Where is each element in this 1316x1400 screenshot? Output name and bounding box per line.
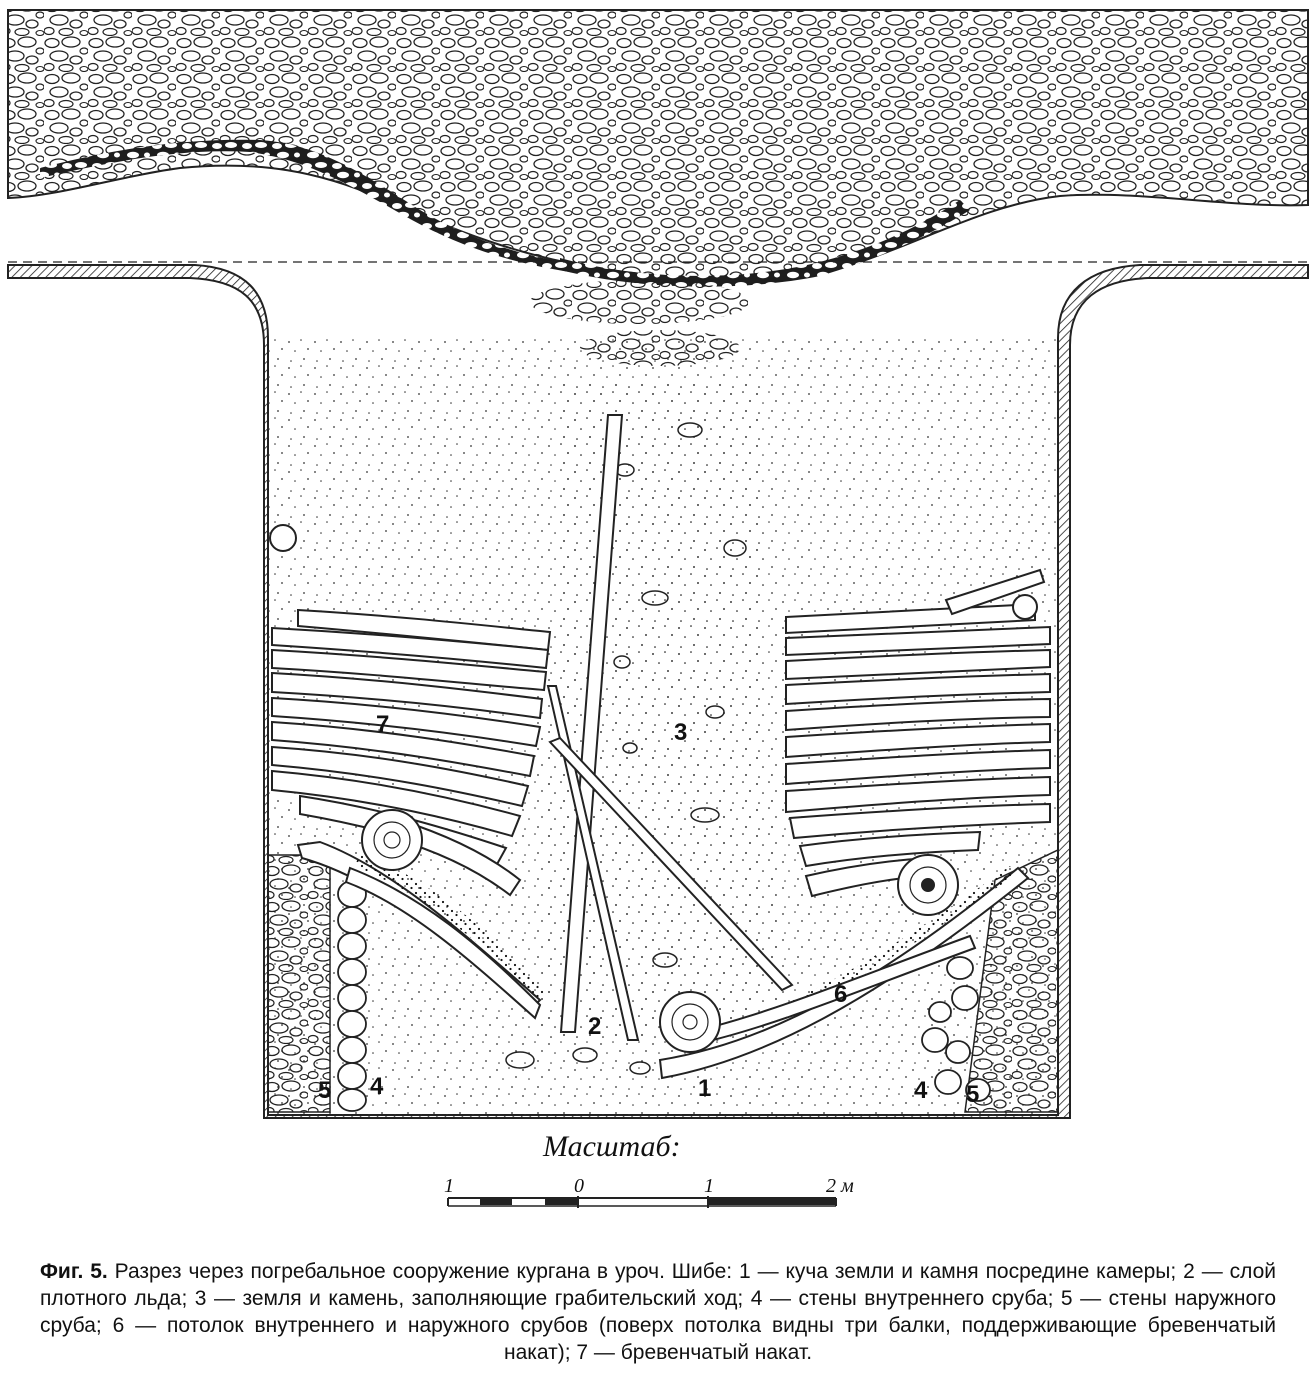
label-2-ice: 2 (588, 1013, 602, 1040)
label-1-pile: 1 (698, 1075, 712, 1102)
figure-caption (40, 1258, 1276, 1366)
label-7-logs: 7 (376, 711, 390, 738)
scale-tick-1-left: 1 (444, 1175, 454, 1197)
label-4-inner-left: 4 (370, 1073, 384, 1100)
label-3-fill: 3 (674, 719, 688, 746)
label-5-outer-right: 5 (966, 1081, 980, 1108)
stone-mound (8, 10, 1308, 366)
scale-tick-2m: 2 м (826, 1175, 854, 1197)
label-5-outer-left: 5 (318, 1077, 332, 1104)
label-4-inner-right: 4 (914, 1077, 928, 1104)
inner-crib-wall-left (338, 881, 366, 1111)
scale-title: Масштаб: (543, 1130, 681, 1163)
scale-bar (444, 1130, 854, 1208)
scale-tick-0: 0 (574, 1175, 584, 1197)
figure-caption-label: Фиг. 5. (40, 1260, 108, 1283)
label-6-ceiling: 6 (834, 981, 848, 1008)
scale-tick-1-right: 1 (704, 1175, 714, 1197)
figure-caption-text: Разрез через погребальное сооружение кургана в уроч. Шибе: 1 — куча земли и камня посредине камеры; 2 — слой плотного льда; 3 — земля и камень, заполняющие грабительский ход; 4 — стены внутреннего сруба; 5 — стены наружного сруба; 6 — потолок внутреннего и наружного срубов (поверх потолка видны три балки, поддерживающие бревенчатый накат); 7 — бревенчатый накат. (40, 1260, 1276, 1364)
